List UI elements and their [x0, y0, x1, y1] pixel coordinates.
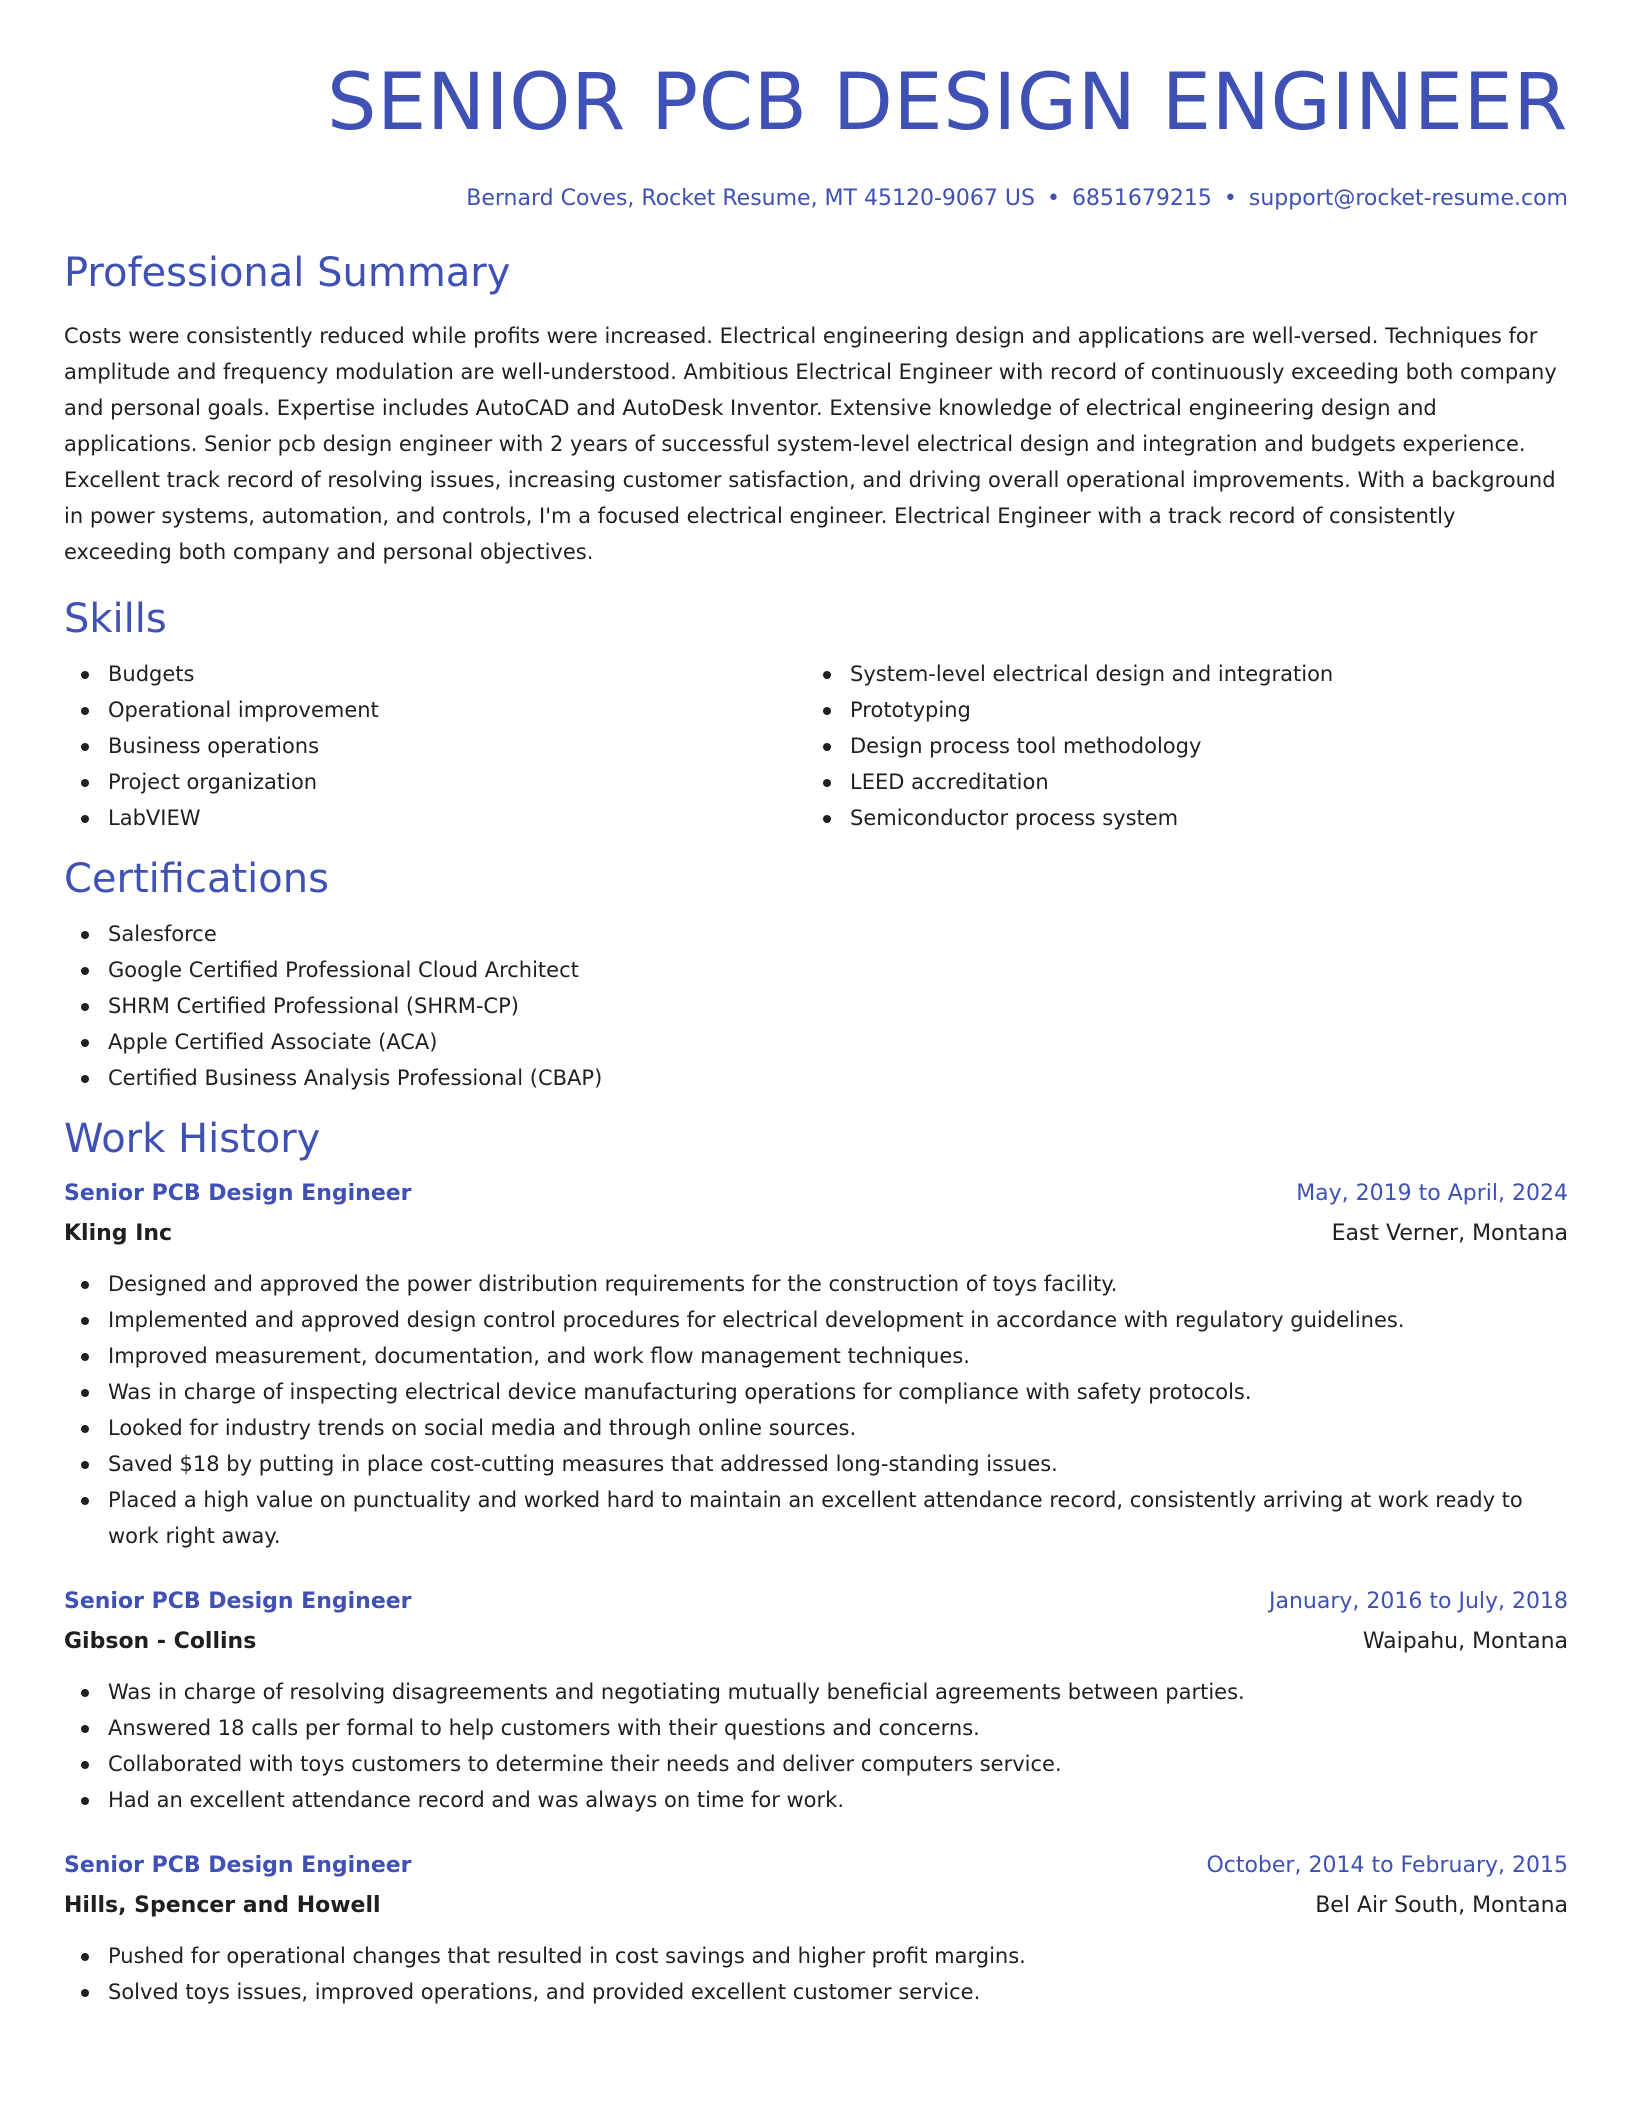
skill-item: Semiconductor process system — [806, 800, 1548, 836]
job-company-row — [64, 1886, 1568, 1926]
contact-line — [64, 184, 1568, 214]
contact-separator: • — [1046, 186, 1060, 211]
skill-item: LabVIEW — [64, 800, 806, 836]
work-history-heading: Work History — [64, 1116, 321, 1162]
job-header-row — [64, 1846, 1568, 1886]
job-bullet: Had an excellent attendance record and was always on time for work. — [64, 1782, 1568, 1818]
skill-item: Design process tool methodology — [806, 728, 1548, 764]
certification-item: Salesforce — [64, 916, 1568, 952]
job-bullet: Answered 18 calls per formal to help customers with their questions and concerns. — [64, 1710, 1568, 1746]
certifications-heading: Certifications — [64, 856, 329, 902]
contact-separator: • — [1223, 186, 1237, 211]
contact-address: Bernard Coves, Rocket Resume, MT 45120-9067 US — [466, 186, 1035, 211]
job-bullet: Was in charge of inspecting electrical device manufacturing operations for compliance with safety protocols. — [64, 1374, 1568, 1410]
skills-list-right — [806, 656, 1548, 836]
job-location: Waipahu, Montana — [1362, 1629, 1568, 1654]
contact-email[interactable]: support@rocket-resume.com — [1248, 186, 1568, 211]
skills-list-left — [64, 656, 806, 836]
job-bullet: Saved $18 by putting in place cost-cutting measures that addressed long-standing issues. — [64, 1446, 1568, 1482]
job-bullet: Collaborated with toys customers to determine their needs and deliver computers service. — [64, 1746, 1568, 1782]
job-bullet: Was in charge of resolving disagreements and negotiating mutually beneficial agreements between parties. — [64, 1674, 1568, 1710]
summary-heading: Professional Summary — [64, 250, 511, 296]
job-dates: May, 2019 to April, 2024 — [1296, 1181, 1568, 1206]
job-bullet: Placed a high value on punctuality and worked hard to maintain an excellent attendance record, consistently arriving at work ready to work right away. — [64, 1482, 1568, 1554]
skill-item: Business operations — [64, 728, 806, 764]
skills-column-left — [64, 656, 806, 836]
job-bullet-list — [64, 1266, 1568, 1554]
job-dates: January, 2016 to July, 2018 — [1269, 1589, 1568, 1614]
summary-text: Costs were consistently reduced while profits were increased. Electrical engineering design and applications are well-versed. Techniques for amplitude and frequency modulation are well-understood. Ambitious Electrical Engineer with record of continuously exceeding both company and personal goals. Expertise includes AutoCAD and AutoDesk Inventor. Extensive knowledge of electrical engineering design and applications. Senior pcb design engineer with 2 years of successful system-level electrical design and integration and budgets experience. Excellent track record of resolving issues, increasing customer satisfaction, and driving overall operational improvements. With a background in power systems, automation, and controls, I'm a focused electrical engineer. Electrical Engineer with a track record of consistently exceeding both company and personal objectives. — [64, 324, 1557, 564]
certification-item: Google Certified Professional Cloud Architect — [64, 952, 1568, 988]
job-entry — [64, 1582, 1568, 1818]
resume-title: SENIOR PCB DESIGN ENGINEER — [327, 58, 1568, 148]
job-location: East Verner, Montana — [1331, 1221, 1568, 1246]
skill-item: LEED accreditation — [806, 764, 1548, 800]
certifications-list — [64, 916, 1568, 1096]
certification-item: Apple Certified Associate (ACA) — [64, 1024, 1568, 1060]
job-company: Gibson - Collins — [64, 1629, 257, 1654]
certification-item: Certified Business Analysis Professional (CBAP) — [64, 1060, 1568, 1096]
job-company-row — [64, 1622, 1568, 1662]
job-bullet: Pushed for operational changes that resulted in cost savings and higher profit margins. — [64, 1938, 1568, 1974]
job-bullet: Designed and approved the power distribution requirements for the construction of toys facility. — [64, 1266, 1568, 1302]
job-entry — [64, 1174, 1568, 1554]
skills-heading: Skills — [64, 596, 167, 642]
contact-phone: 6851679215 — [1071, 186, 1212, 211]
job-dates: October, 2014 to February, 2015 — [1206, 1853, 1568, 1878]
job-bullet: Solved toys issues, improved operations, and provided excellent customer service. — [64, 1974, 1568, 2010]
job-header-row — [64, 1582, 1568, 1622]
job-company: Hills, Spencer and Howell — [64, 1893, 381, 1918]
skills-grid — [64, 656, 1568, 836]
job-bullet: Improved measurement, documentation, and work flow management techniques. — [64, 1338, 1568, 1374]
job-title: Senior PCB Design Engineer — [64, 1589, 412, 1614]
job-bullet: Looked for industry trends on social media and through online sources. — [64, 1410, 1568, 1446]
skills-column-right — [806, 656, 1548, 836]
job-location: Bel Air South, Montana — [1315, 1893, 1568, 1918]
certification-item: SHRM Certified Professional (SHRM-CP) — [64, 988, 1568, 1024]
skill-item: System-level electrical design and integration — [806, 656, 1548, 692]
job-bullet: Implemented and approved design control procedures for electrical development in accordance with regulatory guidelines. — [64, 1302, 1568, 1338]
job-bullet-list — [64, 1938, 1568, 2010]
job-title: Senior PCB Design Engineer — [64, 1853, 412, 1878]
skill-item: Project organization — [64, 764, 806, 800]
job-company-row — [64, 1214, 1568, 1254]
job-bullet-list — [64, 1674, 1568, 1818]
skill-item: Budgets — [64, 656, 806, 692]
skill-item: Operational improvement — [64, 692, 806, 728]
job-title: Senior PCB Design Engineer — [64, 1181, 412, 1206]
job-company: Kling Inc — [64, 1221, 173, 1246]
job-header-row — [64, 1174, 1568, 1214]
job-entry — [64, 1846, 1568, 2010]
skill-item: Prototyping — [806, 692, 1548, 728]
resume-page — [64, 0, 1568, 2010]
